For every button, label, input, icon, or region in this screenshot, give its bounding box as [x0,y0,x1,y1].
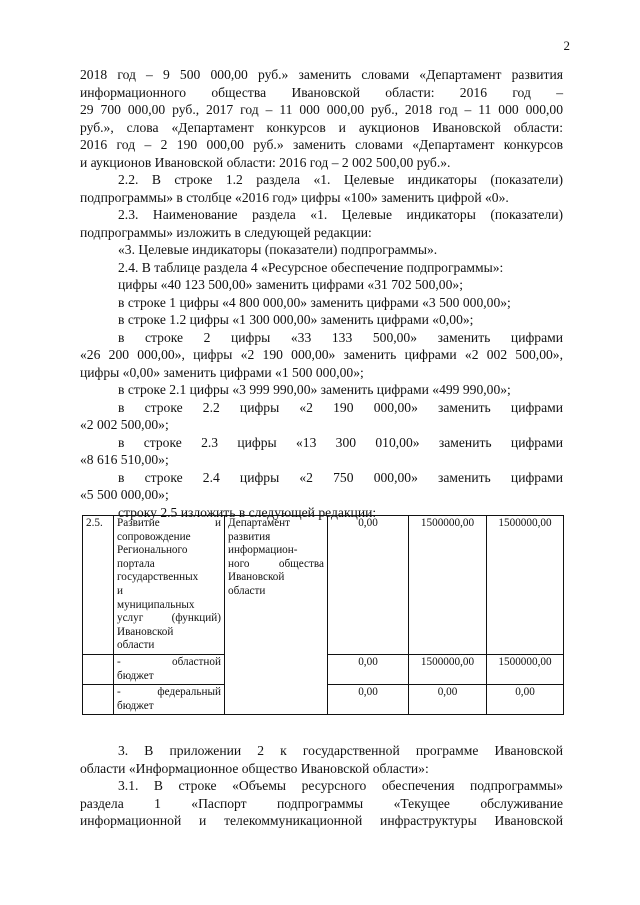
value-cell: 0,00 [328,685,409,715]
text-line: «5 500 000,00»; [80,487,169,502]
text-line: и аукционов Ивановской области: 2016 год – 2 002 500,00 руб.». [80,154,451,170]
text-line: «2 002 500,00»; [80,417,169,432]
table-row [83,516,564,655]
text-line: области «Информационное общество Ивановской области»: [80,760,429,776]
cell-line: Развитие и [117,517,221,529]
text-line: «26 200 000,00», цифры «2 190 000,00» заменить цифрами «2 002 500,00», [80,347,563,362]
cell-line: сопровождение [117,530,191,543]
text-line: в строке 2.1 цифры «3 999 990,00» заменить цифрами «499 990,00»; [118,382,511,397]
text-line: 3. В приложении 2 к государственной программе Ивановской [118,743,563,758]
cell-line: портала [117,557,155,570]
cell-line: муниципальных [117,598,195,611]
text-line: в строке 2.4 цифры «2 750 000,00» заменить цифрами [118,469,563,485]
cell-line: Ивановской [117,625,174,638]
text-line: 2.2. В строке 1.2 раздела «1. Целевые индикаторы (показатели) [118,172,563,187]
budget-label-cell [114,654,225,684]
text-line: в строке 2.2 цифры «2 190 000,00» заменить цифрами [118,399,563,415]
text-line: информационной и телекоммуникационной инфраструктуры Ивановской [80,813,563,828]
text-line: в строке 2 цифры «33 133 500,00» заменить цифрами [118,329,563,345]
text-line: 2018 год – 9 500 000,00 руб.» заменить словами «Департамент развития [80,67,563,82]
row-number-cell: 2.5. [83,516,114,655]
value-cell: 1500000,00 [487,516,564,655]
page-number: 2 [563,38,570,53]
budget-label-line: - федеральный [117,686,221,699]
value-cell: 1500000,00 [409,654,487,684]
text-line: подпрограммы» изложить в следующей редакции: [80,224,372,240]
text-line: цифры «0,00» заменить цифрами «1 500 000,00»; [80,364,364,380]
text-line: цифры «40 123 500,00» заменить цифрами «31 702 500,00»; [118,277,463,292]
cell-line: информацион- [228,544,298,557]
text-line: в строке 1.2 цифры «1 300 000,00» заменить цифрами «0,00»; [118,312,474,327]
text-line: в строке 1 цифры «4 800 000,00» заменить цифрами «3 500 000,00»; [118,294,511,310]
text-line: 29 700 000,00 руб., 2017 год – 11 000 000,00 руб., 2018 год – 11 000 000,00 [80,102,563,117]
cell-line: области [228,584,266,597]
value-cell: 1500000,00 [487,654,564,684]
budget-label-line: - областной [117,655,221,668]
value-cell: 0,00 [328,516,409,655]
budget-label-line: бюджет [117,669,154,682]
resource-table [82,515,564,715]
budget-label-line: бюджет [117,699,154,712]
empty-cell [83,654,114,684]
text-line: 2016 год – 2 190 000,00 руб.» заменить словами «Департамент конкурсов [80,137,563,152]
text-line: руб.», слова «Департамент конкурсов и аукционов Ивановской области: [80,119,563,135]
cell-line: услуг (функций) [117,612,221,625]
cell-line: области [117,639,155,652]
cell-line: развития [228,530,271,543]
empty-cell [83,685,114,715]
text-line: информационного общества Ивановской области: 2016 год – [80,84,563,100]
cell-line: ного общества [228,557,324,570]
text-line: подпрограммы» в столбце «2016 год» цифры «100» заменить цифрой «0». [80,189,509,205]
cell-line: Регионального [117,544,188,557]
value-cell: 0,00 [409,685,487,715]
cell-line: и [117,584,123,597]
budget-label-cell [114,685,225,715]
text-line: «3. Целевые индикаторы (показатели) подпрограммы». [118,242,438,257]
cell-line: государственных [117,571,199,584]
text-line: 2.3. Наименование раздела «1. Целевые индикаторы (показатели) [118,207,563,222]
text-line: 2.4. В таблице раздела 4 «Ресурсное обеспечение подпрограммы»: [118,259,504,275]
text-line: строку 2.5 изложить в следующей редакции: [118,504,377,520]
text-line: 3.1. В строке «Объемы ресурсного обеспечения подпрограммы» [118,778,563,793]
executor-cell [225,516,328,715]
cell-line: Департамент [228,517,291,529]
value-cell: 0,00 [487,685,564,715]
value-cell: 0,00 [328,654,409,684]
text-line: раздела 1 «Паспорт подпрограммы «Текущее обслуживание [80,795,563,811]
program-name-cell [114,516,225,655]
text-line: в строке 2.3 цифры «13 300 010,00» заменить цифрами [118,434,563,450]
text-line: «8 616 510,00»; [80,452,169,467]
value-cell: 1500000,00 [409,516,487,655]
cell-line: Ивановской [228,571,285,584]
